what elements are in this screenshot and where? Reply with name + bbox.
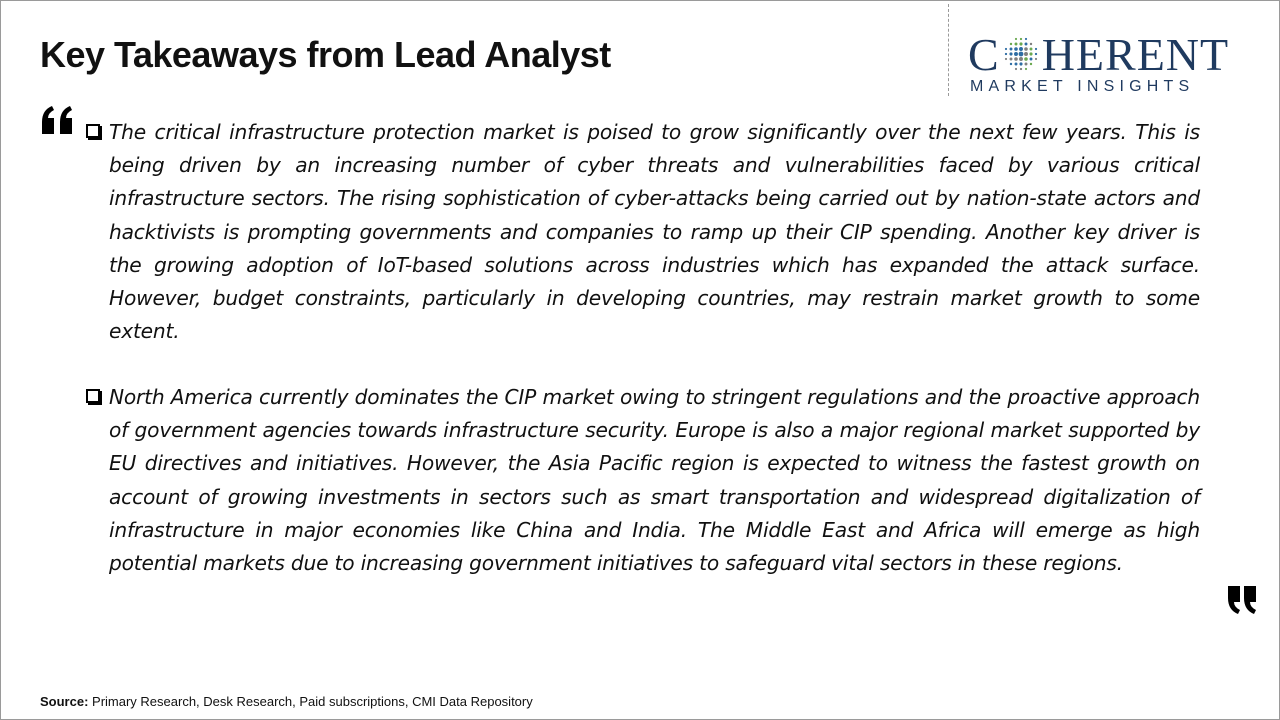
- logo-globe-dot: [1009, 43, 1011, 45]
- open-quote-icon: [40, 104, 76, 136]
- logo-globe-dot: [1014, 57, 1018, 61]
- logo-subtitle: MARKET INSIGHTS: [970, 78, 1195, 95]
- takeaway-text-1: The critical infrastructure protection market is poised to grow significantly over the next few years. This is being driven by an increasing number of cyber threats and vulnerabilities faced by various critical infrastructure sectors. The rising sophistication of cyber-attacks being carried out by nation-state actors and hacktivists is prompting governments and companies to ramp up their CIP spending. Another key driver is the growing adoption of IoT-based solutions across industries which has expanded the attack surface. However, budget constraints, particularly in developing countries, may restrain market growth to some extent.: [109, 120, 1200, 344]
- close-quote-icon: [1224, 584, 1260, 616]
- logo-globe-dot: [1014, 52, 1018, 56]
- logo-globe-dot: [1029, 43, 1031, 45]
- logo-globe-dot: [1020, 68, 1022, 70]
- logo-globe-dot: [1029, 52, 1032, 55]
- logo-globe-dot: [1018, 52, 1023, 57]
- logo-globe-dot: [1035, 53, 1037, 55]
- page-title: Key Takeaways from Lead Analyst: [40, 34, 611, 75]
- takeaway-bullet-2: [86, 381, 1200, 580]
- logo-globe-dot: [1020, 38, 1022, 40]
- logo-globe-dot: [1009, 63, 1011, 65]
- takeaway-text-2: North America currently dominates the CIP market owing to stringent regulations and the proactive approach of government agencies towards infrastructure security. Europe is also a major regional market supported by EU directives and initiatives. However, the Asia Pacific region is expected to witness the fastest growth on account of growing investments in sectors such as smart transportation and widespread digitalization of infrastructure in major economies like China and India. The Middle East and Africa will emerge as high potential markets due to increasing government initiatives to safeguard vital sectors in these regions.: [109, 385, 1200, 576]
- logo-word-left: C: [968, 29, 1000, 80]
- logo-globe-dot: [1019, 42, 1022, 45]
- logo-globe-dot: [1009, 52, 1012, 55]
- checkbox-bullet-icon: [86, 124, 100, 138]
- source-label: Source:: [40, 694, 89, 709]
- logo-globe-dot: [1025, 38, 1027, 40]
- logo-globe-icon: [1001, 34, 1041, 74]
- takeaway-bullet-1: [86, 116, 1200, 348]
- logo-globe-dot: [1014, 63, 1017, 66]
- logo-globe-dot: [1005, 48, 1007, 50]
- logo-globe-dot: [1035, 58, 1037, 60]
- logo-globe-dot: [1014, 43, 1017, 46]
- logo-globe-dot: [1029, 58, 1032, 61]
- logo-globe-dot: [1024, 63, 1027, 66]
- logo-globe-dot: [1005, 53, 1007, 55]
- logo-word-right: HERENT: [1041, 29, 1230, 80]
- logo-globe-dot: [1009, 48, 1012, 51]
- logo-globe-dot: [1015, 68, 1017, 70]
- source-note: [40, 694, 533, 709]
- logo-globe-dot: [1029, 63, 1031, 65]
- logo-globe-dot: [1024, 57, 1028, 61]
- checkbox-bullet-icon: [86, 389, 100, 403]
- logo-globe-dot: [1009, 58, 1012, 61]
- logo-globe-dot: [1015, 38, 1017, 40]
- logo-globe-dot: [1019, 62, 1022, 65]
- logo-globe-dot: [1024, 52, 1028, 56]
- logo-divider: [948, 4, 949, 96]
- coherent-logo: [968, 30, 1260, 98]
- logo-wordmark: [968, 30, 1229, 80]
- logo-globe-dot: [1005, 58, 1007, 60]
- logo-globe-dot: [1019, 47, 1023, 51]
- logo-globe-dot: [1025, 68, 1027, 70]
- logo-globe-dot: [1014, 47, 1018, 51]
- logo-globe-dot: [1029, 48, 1032, 51]
- logo-globe-dot: [1024, 47, 1028, 51]
- logo-globe-dot: [1024, 43, 1027, 46]
- source-text: Primary Research, Desk Research, Paid subscriptions, CMI Data Repository: [92, 694, 533, 709]
- logo-globe-dot: [1019, 57, 1023, 61]
- logo-globe-dot: [1035, 48, 1037, 50]
